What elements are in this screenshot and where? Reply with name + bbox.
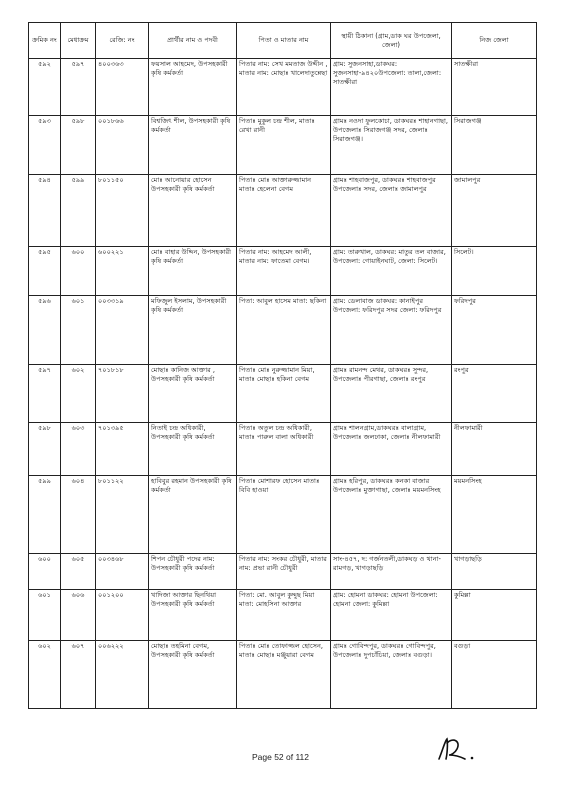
cell-reg: ৪০০৩৬৩ — [96, 59, 149, 116]
candidate-table — [28, 22, 537, 709]
cell-merit: ৬০০ — [61, 247, 96, 296]
table-row — [29, 590, 537, 641]
cell-merit: ৬০৪ — [61, 476, 96, 554]
cell-district: সিলেট। — [452, 247, 537, 296]
cell-merit: ৬০১ — [61, 296, 96, 365]
table-header-row — [29, 23, 537, 59]
table-row — [29, 296, 537, 365]
cell-parents: পিতা: মো. আবুল কুদ্দুছ মিয়া মাতা: মোহসিনা আক্তার — [237, 590, 331, 641]
page-number: Page 52 of 112 — [251, 752, 310, 762]
cell-address: গ্রামঃ গোবিন্দপুর, ডাকঘরঃ গোবিন্দপুর, উপজেলাঃ দুপচাঁচিয়া, জেলাঃ বগুড়া। — [331, 641, 452, 709]
table-row — [29, 116, 537, 175]
cell-reg: ০০১২০০ — [96, 590, 149, 641]
cell-reg: ০০৩৪৬৮ — [96, 554, 149, 590]
cell-name: হাবিবুর রহমান উপসহকারী কৃষি কর্মকর্তা — [149, 476, 237, 554]
cell-reg: ০০১৮৬৬ — [96, 116, 149, 175]
cell-parents: পিতার নাম: সংকর চৌধুরী, মাতার নাম: প্রভা রানী চৌধুরী — [237, 554, 331, 590]
cell-serial: ৫৯৮ — [29, 423, 61, 476]
cell-name: নিতাই চন্দ্র অধিকারী, উপসহকারী কৃষি কর্মকর্তা — [149, 423, 237, 476]
cell-address: গ্রামঃ হরিপুর, ডাকঘরঃ কনকা বাজার উপজেলাঃ মুক্তাগাছা, জেলাঃ ময়মনসিংহ — [331, 476, 452, 554]
cell-merit: ৬০৫ — [61, 554, 96, 590]
header-district: নিজ জেলা — [452, 23, 537, 59]
table-row — [29, 554, 537, 590]
cell-district: নীলফামারী — [452, 423, 537, 476]
cell-name: শিপন চৌধুরী পদের নাম: উপসহকারী কৃষি কর্মকর্তা — [149, 554, 237, 590]
cell-merit: ৫৯৮ — [61, 116, 96, 175]
cell-reg: ৮০১১২২ — [96, 476, 149, 554]
cell-address: গ্রামঃ নওদা ফুলকোচা, ডাকঘরঃ শাহানগাছা, উপজেলাঃ সিরাজগঞ্জ সদর, জেলাঃ সিরাজগঞ্জ। — [331, 116, 452, 175]
cell-parents: পিতাঃ মোঃ নুরুজ্জামান মিয়া, মাতাঃ মোছাঃ হকিনা বেগম — [237, 365, 331, 423]
table-row — [29, 59, 537, 116]
cell-district: কুমিল্লা — [452, 590, 537, 641]
cell-district: জামালপুর — [452, 175, 537, 247]
cell-serial: ৫৯৬ — [29, 296, 61, 365]
header-address: স্থায়ী ঠিকানা (গ্রাম,ডাক ঘর উপজেলা, জেলা) — [331, 23, 452, 59]
cell-district: সিরাজগঞ্জ — [452, 116, 537, 175]
cell-district: রংপুর — [452, 365, 537, 423]
cell-parents: পিতাঃ মোশারফ হোসেন মাতাঃ বিবি হাওয়া — [237, 476, 331, 554]
header-serial: ক্রমিক নং — [29, 23, 61, 59]
cell-name: মোঃ আনোয়ার হোসেন উপসহকারী কৃষি কর্মকর্তা — [149, 175, 237, 247]
cell-parents: পিতার নাম: আহমেদ আলী, মাতার নাম: ফাতেমা বেগম। — [237, 247, 331, 296]
cell-parents: পিতার নাম: সেখ মমতাজ উদ্দীন , মাতার নাম: মোছাঃ খালেদাতুন্নেছা — [237, 59, 331, 116]
cell-parents: পিতাঃ মোঃ তোফাজ্জল হোসেন, মাতাঃ মোছাঃ মঞ্জুয়ারা বেগম — [237, 641, 331, 709]
cell-name: বিশ্বজিৎ শীল, উপসহকারী কৃষি কর্মকর্তা — [149, 116, 237, 175]
cell-merit: ৬০৩ — [61, 423, 96, 476]
cell-parents: পিতা: আবুল হাসেম মাতা: ছকিনা — [237, 296, 331, 365]
cell-serial: ৫৯২ — [29, 59, 61, 116]
cell-address: গ্রামঃ শাহবাজপুর, ডাকঘরঃ শাহবাজপুর উপজেলাঃ সদর, জেলাঃ জামালপুর — [331, 175, 452, 247]
cell-address: গ্রাম: হোমনা ডাকঘর: হোমনা উপজেলা: হোমনা জেলা: কুমিল্লা — [331, 590, 452, 641]
cell-merit: ৫৯৭ — [61, 59, 96, 116]
cell-merit: ৬০৭ — [61, 641, 96, 709]
cell-name: মফিজুল ইসলাম, উপসহকারী কৃষি কর্মকর্তা — [149, 296, 237, 365]
cell-merit: ৬০৬ — [61, 590, 96, 641]
cell-district: খাগড়াছড়ি — [452, 554, 537, 590]
cell-district: সাতক্ষীরা — [452, 59, 537, 116]
signature-mark — [435, 735, 475, 763]
cell-parents: পিতাঃ অতুল চন্দ্র অধিকারী, মাতাঃ পারুল বালা অধিকারী — [237, 423, 331, 476]
cell-parents: পিতাঃ মুকুল চন্দ্র শীল, মাতাঃ রেখা রানী — [237, 116, 331, 175]
cell-district: ময়মনসিংহ — [452, 476, 537, 554]
cell-serial: ৬০২ — [29, 641, 61, 709]
cell-parents: পিতাঃ মোঃ আক্তারুজ্জামান মাতাঃ হেলেনা বেগম — [237, 175, 331, 247]
cell-merit: ৬০২ — [61, 365, 96, 423]
cell-reg: ৭০১৩৯৫ — [96, 423, 149, 476]
header-reg: রেজি: নং — [96, 23, 149, 59]
cell-address: গ্রামঃ শালনগ্রাম,ডাকঘরঃ বালাগ্রাম, উপজেলাঃ জলঢাকা, জেলাঃ নীলফামারী — [331, 423, 452, 476]
cell-name: মোঃ বাহার উদ্দিন, উপসহকারী কৃষি কর্মকর্তা — [149, 247, 237, 296]
table-row — [29, 365, 537, 423]
header-merit: মেধাক্রম — [61, 23, 96, 59]
cell-serial: ৫৯৩ — [29, 116, 61, 175]
cell-merit: ৫৯৯ — [61, 175, 96, 247]
cell-serial: ৫৯৪ — [29, 175, 61, 247]
cell-address: গ্রাম: তারুখাল, ডাকঘর: মাতুর তল বাজার, উপজেলা: গোয়াইনঘাট, জেলা: সিলেট। — [331, 247, 452, 296]
cell-address: সাং-৪৫৭, দ: গর্জনতলী,ডাকঘড় ও থানা-রামগড়, খাগড়াছড়ি — [331, 554, 452, 590]
cell-address: গ্রামঃ রামনন্দ মেথর, ডাকঘরঃ সুন্দর, উপজেলাঃ পীরগাছা, জেলাঃ রংপুর — [331, 365, 452, 423]
cell-reg: ৭০১৮১৮ — [96, 365, 149, 423]
cell-serial: ৫৯৯ — [29, 476, 61, 554]
table-row — [29, 423, 537, 476]
header-name-post: প্রার্থীর নাম ও পদবী — [149, 23, 237, 59]
cell-name: মোছাঃ কানিজ আক্তার , উপসহকারী কৃষি কর্মকর্তা — [149, 365, 237, 423]
cell-district: বগুড়া — [452, 641, 537, 709]
header-parents: পিতা ও মাতার নাম — [237, 23, 331, 59]
cell-reg: ০০৩৩১৯ — [96, 296, 149, 365]
cell-serial: ৬০০ — [29, 554, 61, 590]
cell-serial: ৬০১ — [29, 590, 61, 641]
table-row — [29, 247, 537, 296]
table-row — [29, 175, 537, 247]
cell-district: ফরিদপুর — [452, 296, 537, 365]
cell-address: গ্রাম: সুজনসাহা,ডাকঘর: সুজনসাহা-৯৪২০উপজেলা: তালা,জেলা: সাতক্ষীরা — [331, 59, 452, 116]
cell-reg: ০০৬২২২ — [96, 641, 149, 709]
table-row — [29, 476, 537, 554]
cell-name: খাদিজা আক্তার ছিনথিয়া উপসহকারী কৃষি কর্মকর্তা — [149, 590, 237, 641]
cell-name: ফয়সাল আহমেদ, উপসহকারী কৃষি কর্মকর্তা — [149, 59, 237, 116]
table-row — [29, 641, 537, 709]
cell-reg: ৮০১১৫০ — [96, 175, 149, 247]
cell-serial: ৫৯৭ — [29, 365, 61, 423]
cell-reg: ৬০০২২১ — [96, 247, 149, 296]
cell-name: মোছাঃ তহমিনা বেগম, উপসহকারী কৃষি কর্মকর্তা — [149, 641, 237, 709]
cell-address: গ্রাম: ডেলাবাজ ডাকঘর: কানাইপুর উপজেলা: ফরিদপুর সদর জেলা: ফরিদপুর — [331, 296, 452, 365]
cell-serial: ৫৯৫ — [29, 247, 61, 296]
